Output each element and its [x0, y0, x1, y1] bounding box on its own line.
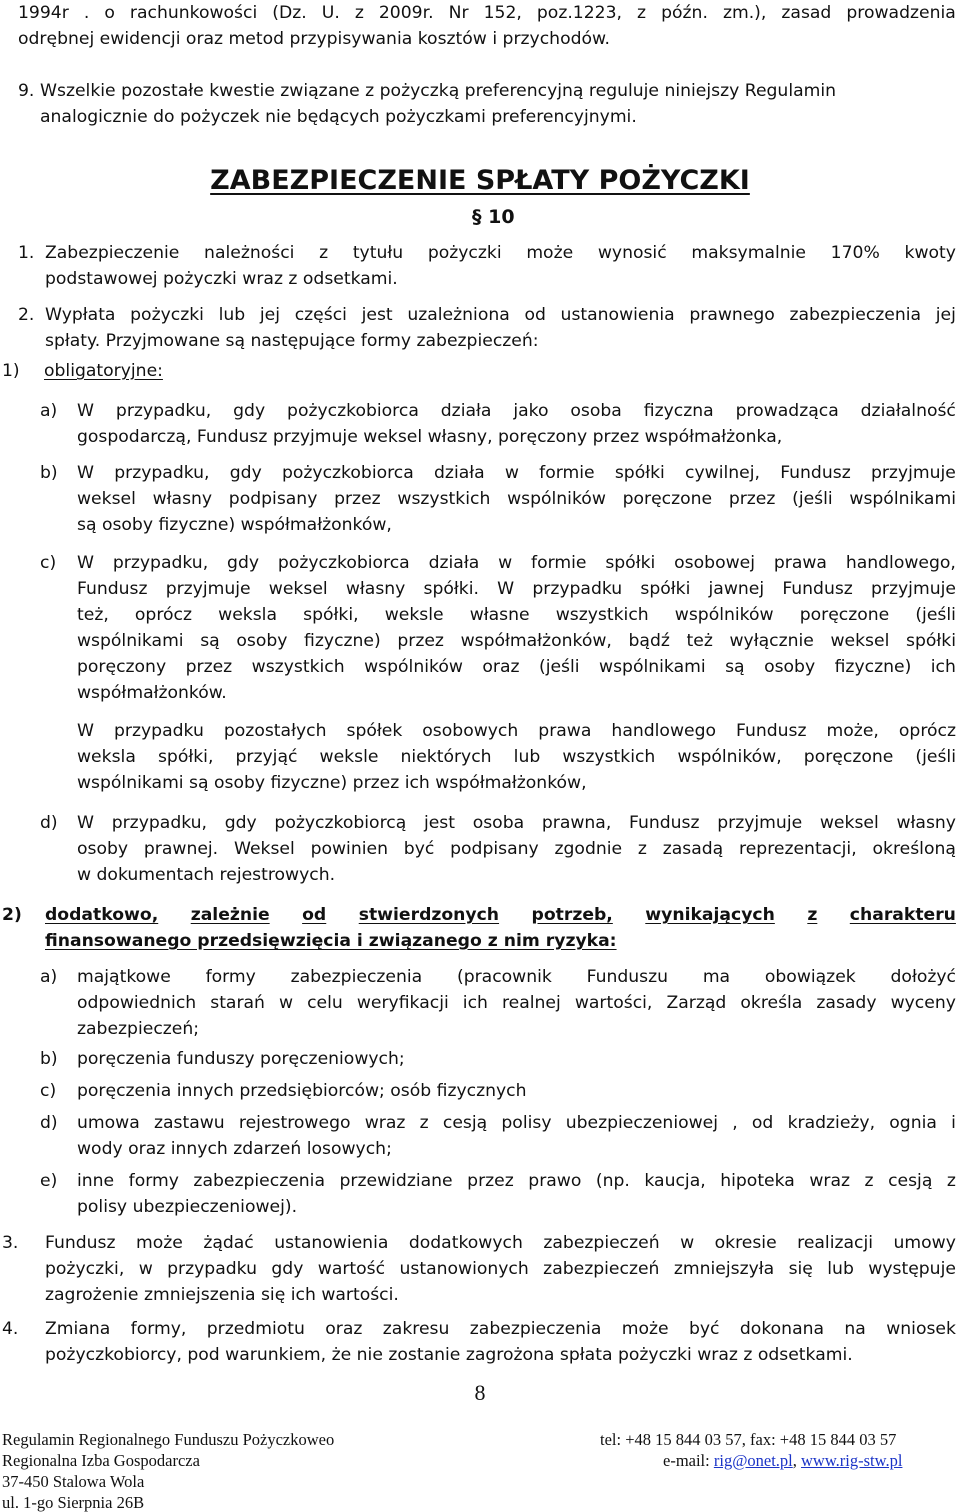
additional-heading-line-2: finansowanego przedsięwzięcia i związanego z nim ryzyka: [45, 931, 617, 951]
paragraph-2-line-1: Wypłata pożyczki lub jej części jest uzależniona od ustanowienia prawnego zabezpieczenia jej [45, 305, 956, 325]
additional-b-letter: b) [40, 1049, 58, 1069]
intro-line-1: 1994r . o rachunkowości (Dz. U. z 2009r. Nr 152, poz.1223, z późn. zm.), zasad prowadzenia [18, 3, 956, 23]
obligatory-d-line-3: w dokumentach rejestrowych. [77, 865, 336, 885]
additional-c-line-1: poręczenia innych przedsiębiorców; osób fizycznych [77, 1081, 527, 1101]
obligatory-a-line-2: gospodarczą, Fundusz przyjmuje weksel własny, poręczony przez współmałżonka, [77, 427, 783, 447]
paragraph-4-number: 4. [2, 1319, 19, 1339]
obligatory-d-letter: d) [40, 813, 58, 833]
paragraph-2-number: 2. [18, 305, 35, 325]
paragraph-4-line-2: pożyczkobiorcy, pod warunkiem, że nie zostanie zagrożona spłata pożyczki wraz z odsetkami. [45, 1345, 853, 1365]
obligatory-b-letter: b) [40, 463, 58, 483]
obligatory-c-line-6: współmałżonków. [77, 683, 227, 703]
obligatory-c-line-3: też, oprócz weksla spółki, weksle własne wszystkich wspólników poręczone (jeśli [77, 605, 956, 625]
obligatory-number: 1) [2, 361, 20, 381]
obligatory-b-line-3: są osoby fizyczne) współmałżonków, [77, 515, 392, 535]
obligatory-c-line-4: wspólnikami są osoby fizyczne) przez współmałżonków, bądź też wyłącznie weksel spółki [77, 631, 956, 651]
additional-d-letter: d) [40, 1113, 58, 1133]
footer-separator: , [792, 1451, 797, 1470]
page-number: 8 [474, 1380, 486, 1405]
additional-a-line-1: majątkowe formy zabezpieczenia (pracownik Funduszu ma obowiązek dołożyć [77, 967, 956, 987]
additional-a-letter: a) [40, 967, 58, 987]
obligatory-heading: obligatoryjne: [44, 361, 163, 381]
footer-postcode-city: 37-450 Stalowa Wola [2, 1472, 145, 1491]
footer-street: ul. 1-go Sierpnia 26B [2, 1493, 145, 1512]
obligatory-c-line-2: Fundusz przyjmuje weksel własny spółki. W przypadku spółki jawnej Fundusz przyjmuje [77, 579, 956, 599]
obligatory-c-extra-line-2: weksla spółki, przyjąć weksle niektórych lub wszystkich wspólników, poręczone (jeśli [77, 747, 956, 767]
paragraph-9-line-2: analogicznie do pożyczek nie będących pożyczkami preferencyjnymi. [40, 107, 637, 127]
additional-a-line-2: odpowiednich starań w celu weryfikacji ich realnej wartości, Zarząd określa zasady wyceny [77, 993, 956, 1013]
paragraph-1-line-1: Zabezpieczenie należności z tytułu pożyczki może wynosić maksymalnie 170% kwoty [45, 243, 956, 263]
intro-line-2: odrębnej ewidencji oraz metod przypisywania kosztów i przychodów. [18, 29, 610, 49]
paragraph-3-number: 3. [2, 1233, 19, 1253]
section-title: ZABEZPIECZENIE SPŁATY POŻYCZKI [210, 165, 750, 196]
additional-d-line-2: wody oraz innych zdarzeń losowych; [77, 1139, 392, 1159]
footer-email-label: e-mail: [663, 1451, 710, 1470]
obligatory-d-line-1: W przypadku, gdy pożyczkobiorcą jest osoba prawna, Fundusz przyjmuje weksel własny [77, 813, 956, 833]
obligatory-a-line-1: W przypadku, gdy pożyczkobiorca działa jako osoba fizyczna prowadząca działalność [77, 401, 956, 421]
footer-email-link[interactable]: rig@onet.pl [713, 1451, 793, 1470]
additional-e-line-1: inne formy zabezpieczenia przewidziane przez prawo (np. kaucja, hipoteka wraz z cesją z [77, 1171, 956, 1191]
paragraph-9-number: 9. [18, 81, 35, 101]
additional-number: 2) [2, 905, 22, 925]
obligatory-b-line-2: weksel własny podpisany przez wszystkich wspólników poręczone przez (jeśli wspólnikami [77, 489, 956, 509]
obligatory-c-line-1: W przypadku, gdy pożyczkobiorca działa w formie spółki osobowej prawa handlowego, [77, 553, 956, 573]
paragraph-3-line-3: zagrożenie zmniejszenia się ich wartości. [45, 1285, 399, 1305]
footer-chamber-name: Regionalna Izba Gospodarcza [2, 1451, 200, 1470]
footer-website-link[interactable]: www.rig-stw.pl [801, 1451, 903, 1470]
obligatory-c-extra-line-1: W przypadku pozostałych spółek osobowych prawa handlowego Fundusz może, oprócz [77, 721, 956, 741]
obligatory-c-extra-line-3: wspólnikami są osoby fizyczne) przez ich współmałżonków, [77, 773, 587, 793]
paragraph-4-line-1: Zmiana formy, przedmiotu oraz zakresu zabezpieczenia może być dokonana na wniosek [45, 1319, 956, 1339]
paragraph-2-line-2: spłaty. Przyjmowane są następujące formy zabezpieczeń: [45, 331, 539, 351]
section-number: § 10 [472, 206, 515, 228]
additional-e-line-2: polisy ubezpieczeniowej). [77, 1197, 298, 1217]
footer-phone-fax: tel: +48 15 844 03 57, fax: +48 15 844 03 57 [600, 1430, 897, 1449]
obligatory-d-line-2: osoby prawnej. Weksel powinien być podpisany zgodnie z zasadą reprezentacji, określoną [77, 839, 956, 859]
paragraph-9-line-1: Wszelkie pozostałe kwestie związane z pożyczką preferencyjną reguluje niniejszy Regulamin [40, 81, 837, 101]
obligatory-c-line-5: poręczony przez wszystkich wspólników oraz (jeśli wspólnikami są osoby fizyczne) ich [77, 657, 956, 677]
additional-b-line-1: poręczenia funduszy poręczeniowych; [77, 1049, 405, 1069]
paragraph-1-number: 1. [18, 243, 35, 263]
paragraph-1-line-2: podstawowej pożyczki wraz z odsetkami. [45, 269, 398, 289]
obligatory-c-letter: c) [40, 553, 57, 573]
additional-heading-line-1: dodatkowo, zależnie od stwierdzonych potrzeb, wynikających z charakteru [45, 905, 956, 925]
additional-c-letter: c) [40, 1081, 57, 1101]
obligatory-a-letter: a) [40, 401, 58, 421]
footer-contact-line [663, 1451, 902, 1470]
paragraph-3-line-2: pożyczki, w przypadku gdy wartość ustanowionych zabezpieczeń zmniejszyła się lub występuje [45, 1259, 956, 1279]
additional-e-letter: e) [40, 1171, 58, 1191]
additional-d-line-1: umowa zastawu rejestrowego wraz z cesją polisy ubezpieczeniowej , od kradzieży, ognia i [77, 1113, 956, 1133]
footer-fund-name: Regulamin Regionalnego Funduszu Pożyczkoweo [2, 1430, 335, 1449]
paragraph-3-line-1: Fundusz może żądać ustanowienia dodatkowych zabezpieczeń w okresie realizacji umowy [45, 1233, 956, 1253]
additional-a-line-3: zabezpieczeń; [77, 1019, 200, 1039]
obligatory-b-line-1: W przypadku, gdy pożyczkobiorca działa w formie spółki cywilnej, Fundusz przyjmuje [77, 463, 956, 483]
